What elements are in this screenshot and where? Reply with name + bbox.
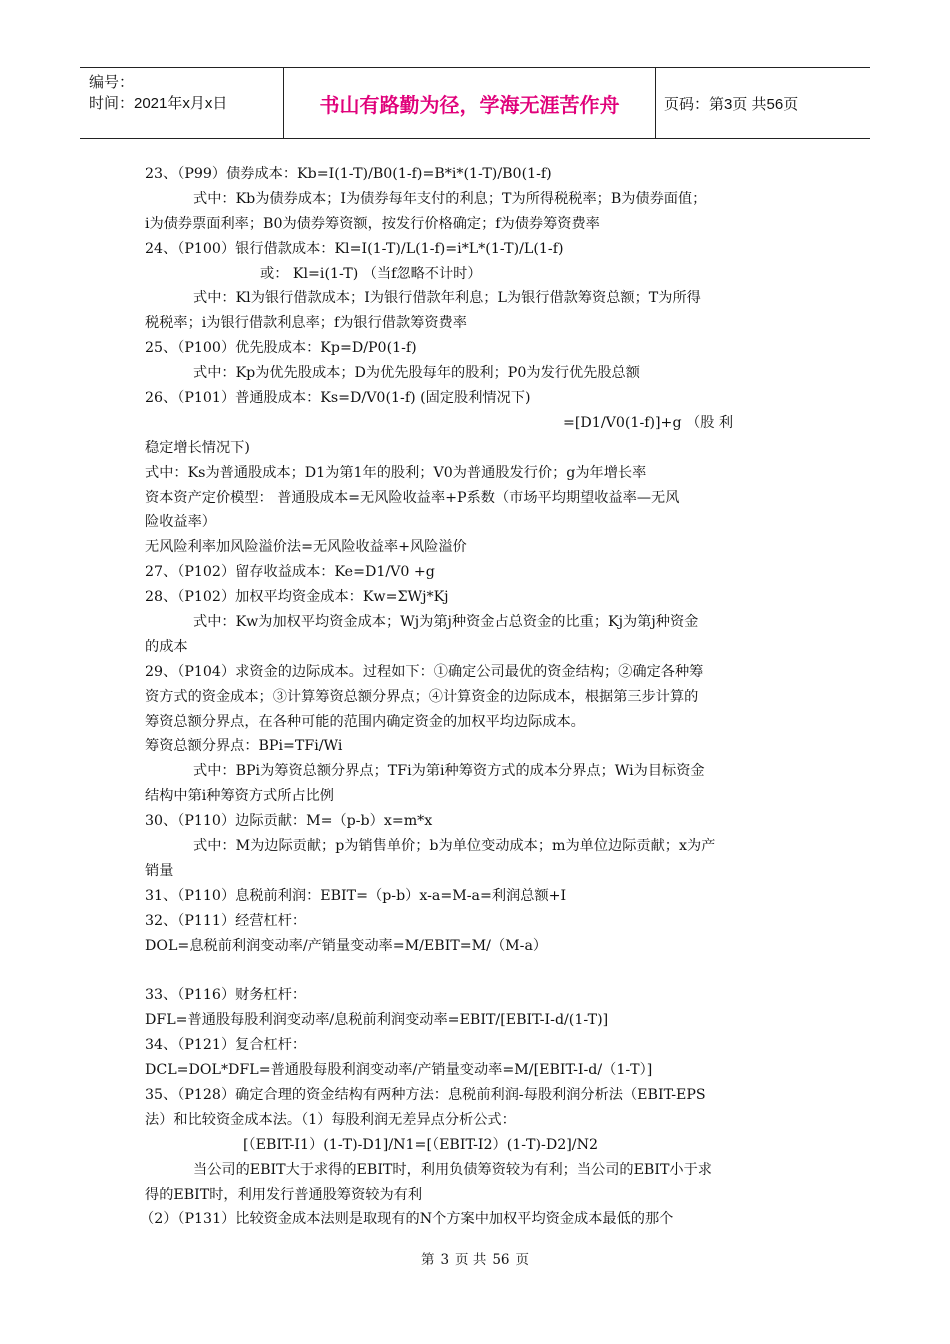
document-number: 编号： — [89, 74, 135, 91]
text-line: 的成本 — [145, 638, 188, 655]
text-line: 23、（P99）债券成本：Kb=I(1-T)/B0(1-f)=B*i*(1-T)/B0(1-f) — [145, 166, 552, 182]
formula-line: [（EBIT-I1）(1-T)-D1]/N1=[（EBIT-I2）(1-T)-D2]/N2 — [243, 1136, 599, 1153]
footer-page-number: 3 — [440, 1252, 450, 1268]
text-line: （2）（P131）比较资金成本法则是取现有的N个方案中加权平均资金成本最低的那个 — [140, 1211, 674, 1228]
blank-line — [145, 959, 808, 984]
text-line: 27、（P102）留存收益成本：Ke=D1/V0 +g — [145, 564, 435, 581]
text-line: i为债券票面利率；B0为债券筹资额，按发行价格确定；f为债券筹资费率 — [145, 215, 600, 232]
header-meta — [80, 68, 283, 138]
text-line: 25、（P100）优先股成本：Kp=D/P0(1-f) — [145, 340, 417, 357]
text-line: 法）和比较资金成本法。（1）每股利润无差异点分析公式： — [145, 1111, 516, 1128]
text-line: 险收益率） — [145, 514, 216, 531]
text-line: 稳定增长情况下) — [145, 439, 250, 456]
text-line: 式中：BPi为筹资总额分界点；TFi为第i种筹资方式的成本分界点；Wi为目标资金 — [193, 763, 705, 780]
footer-mid: 页 共 — [455, 1252, 487, 1268]
text-line: DCL=DOL*DFL=普通股每股利润变动率/产销量变动率=M/[EBIT-I-d/（1-T）] — [145, 1062, 653, 1079]
page-footer — [0, 1248, 950, 1268]
text-line: 式中：Kw为加权平均资金成本；Wj为第j种资金占总资金的比重；Kj为第j种资金 — [193, 614, 699, 631]
document-body — [140, 162, 808, 1232]
text-line: 33、（P116）财务杠杆： — [145, 987, 307, 1004]
header-motto: 书山有路勤为径，学海无涯苦作舟 — [283, 68, 656, 138]
text-line: 24、（P100）银行借款成本：Kl=I(1-T)/L(1-f)=i*L*(1-T)/L(1-f) — [145, 240, 564, 257]
text-line: 销量 — [145, 862, 174, 879]
page-header — [80, 67, 870, 139]
document-time: 时间：2021年x月x日 — [89, 95, 228, 112]
text-line: 35、（P128）确定合理的资金结构有两种方法：息税前利润-每股利润分析法（EBIT-EPS — [145, 1086, 706, 1103]
text-line: 筹资总额分界点，在各种可能的范围内确定资金的加权平均边际成本。 — [145, 713, 585, 730]
text-line: 31、（P110）息税前利润：EBIT=（p-b）x-a=M-a=利润总额+I — [145, 887, 567, 904]
text-line: 得的EBIT时，利用发行普通股筹资较为有利 — [145, 1186, 423, 1203]
text-line: 32、（P111）经营杠杆： — [145, 912, 307, 929]
text-line: 式中：Kp为优先股成本；D为优先股每年的股利；P0为发行优先股总额 — [193, 365, 640, 382]
text-line: 28、（P102）加权平均资金成本：Kw=ΣWj*Kj — [145, 589, 449, 606]
text-line: 筹资总额分界点：BPi=TFi/Wi — [145, 738, 343, 755]
text-line: 无风险利率加风险溢价法=无风险收益率+风险溢价 — [145, 539, 467, 556]
text-line: 式中：M为边际贡献；p为销售单价；b为单位变动成本；m为单位边际贡献；x为产 — [193, 838, 716, 855]
footer-prefix: 第 — [420, 1252, 435, 1268]
text-line: 29、（P104）求资金的边际成本。过程如下：①确定公司最优的资金结构；②确定各种筹 — [145, 663, 704, 680]
text-line: 式中：Kl为银行借款成本；I为银行借款年利息；L为银行借款筹资总额；T为所得 — [193, 290, 701, 307]
header-page-code: 页码：第3页 共56页 — [664, 95, 799, 113]
text-line: 税税率；i为银行借款利息率；f为银行借款筹资费率 — [145, 315, 467, 332]
text-line: 结构中第i种筹资方式所占比例 — [145, 788, 334, 805]
text-line: =[D1/V0(1-f)]+g （股 利 — [563, 414, 734, 431]
text-line: 式中：Kb为债券成本；I为债券每年支付的利息；T为所得税税率；B为债券面值； — [193, 190, 707, 207]
text-line: 当公司的EBIT大于求得的EBIT时，利用负债筹资较为有利；当公司的EBIT小于求 — [193, 1161, 712, 1178]
text-line: 30、（P110）边际贡献：M=（p-b）x=m*x — [145, 813, 433, 830]
text-line: 资方式的资金成本；③计算筹资总额分界点；④计算资金的边际成本，根据第三步计算的 — [145, 688, 699, 705]
text-line: 34、（P121）复合杠杆： — [145, 1037, 307, 1054]
text-line: 或： Kl=i(1-T) （当f忽略不计时） — [260, 265, 482, 282]
footer-suffix: 页 — [515, 1252, 530, 1268]
text-line: 式中：Ks为普通股成本；D1为第1年的股利；V0为普通股发行价；g为年增长率 — [145, 464, 647, 481]
footer-total-pages: 56 — [492, 1252, 510, 1268]
text-line: DFL=普通股每股利润变动率/息税前利润变动率=EBIT/[EBIT-I-d/(1-T)] — [145, 1012, 609, 1029]
text-line: DOL=息税前利润变动率/产销量变动率=M/EBIT=M/（M-a） — [145, 937, 548, 954]
text-line: 资本资产定价模型： 普通股成本=无风险收益率+P系数（市场平均期望收益率—无风 — [145, 489, 680, 506]
text-line: 26、（P101）普通股成本：Ks=D/V0(1-f) (固定股利情况下) — [145, 390, 531, 407]
